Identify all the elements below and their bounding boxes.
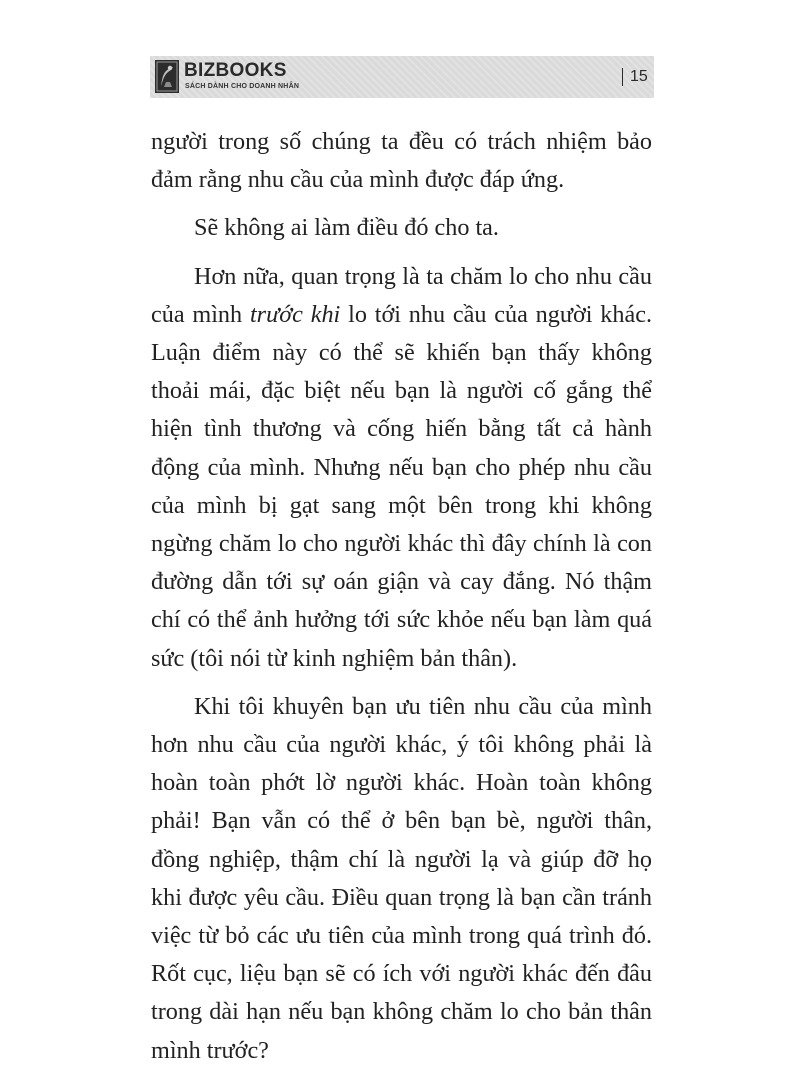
paragraph-3-part-2: lo tới nhu cầu của người khác. Luận điểm này có thể sẽ khiến bạn thấy không thoải mái, đặc biệt nếu bạn là người cố gắng thể hiện tình thương và cống hiến bằng tất cả hành động của mình. Nhưng nếu bạn cho phép nhu cầu của mình bị gạt sang một bên trong khi không ngừng chăm lo cho người khác thì đây chính là con đường dẫn tới sự oán giận và cay đắng. Nó thậm chí có thể ảnh hưởng tới sức khỏe nếu bạn làm quá sức (tôi nói từ kinh nghiệm bản thân). (151, 300, 652, 672)
paragraph-1: người trong số chúng ta đều có trách nhiệm bảo đảm rằng nhu cầu của mình được đáp ứng. (151, 128, 652, 194)
paragraph-3-emphasis: trước khi (249, 300, 341, 328)
paragraph-2: Sẽ không ai làm điều đó cho ta. (194, 214, 499, 242)
page-header (150, 56, 654, 98)
paragraph-3-part-1: Hơn nữa, quan trọng là ta chăm lo cho nhu cầu của mình (151, 262, 652, 328)
brand-tagline: SÁCH DÀNH CHO DOANH NHÂN (185, 83, 300, 90)
paragraph-3 (151, 258, 652, 678)
paragraph-4: Khi tôi khuyên bạn ưu tiên nhu cầu của mình hơn nhu cầu của người khác, ý tôi không phải là hoàn toàn phớt lờ người khác. Hoàn toàn không phải! Bạn vẫn có thể ở bên bạn bè, người thân, đồng nghiệp, thậm chí là người lạ và giúp đỡ họ khi được yêu cầu. Điều quan trọng là bạn cần tránh việc từ bỏ các ưu tiên của mình trong quá trình đó. Rốt cục, liệu bạn sẽ có ích với người khác đến đâu trong dài hạn nếu bạn không chăm lo cho bản thân mình trước? (151, 692, 652, 1064)
brand-name: BIZBOOKS (184, 60, 287, 81)
bizbooks-logo-icon (155, 60, 179, 93)
header-divider (622, 68, 623, 86)
page-number: 15 (630, 68, 648, 85)
body-text (151, 123, 652, 1080)
logo-figure-icon (155, 60, 179, 93)
